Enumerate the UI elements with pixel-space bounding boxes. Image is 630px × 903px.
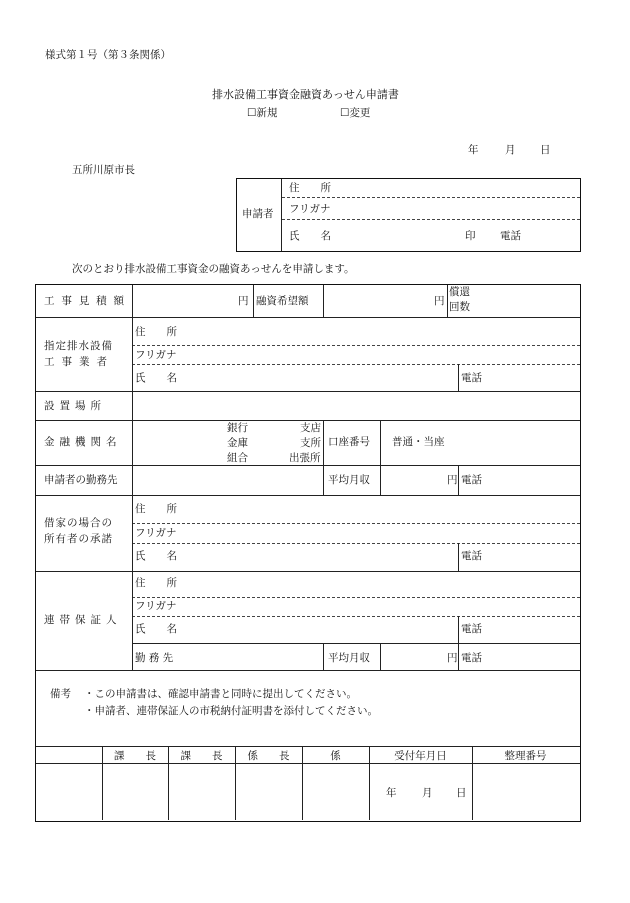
checkbox-change[interactable]: ☐変更 [340,107,371,119]
contractor-label-2: 工事業者 [44,356,114,368]
bank-type-1: 銀行 [227,422,248,434]
guarantor-name-label: 氏 名 [135,623,177,635]
date-day-label: 日 [540,144,551,156]
applicant-label: 申請者 [242,208,274,220]
account-label: 口座番号 [328,436,370,448]
bank-type-2: 金庫 [227,437,248,449]
applicant-box [236,178,581,252]
applicant-phone-label: 電話 [500,230,521,242]
workplace-phone-label: 電話 [461,474,482,486]
estimate-yen: 円 [238,295,249,307]
branch-type-3: 出張所 [289,452,321,464]
contractor-name-label: 氏 名 [135,372,177,384]
checkbox-new[interactable]: ☐新規 [247,107,278,119]
branch-type-2: 支所 [300,437,321,449]
remarks-line-2: ・申請者、連帯保証人の市税納付証明書を添付してください。 [84,705,378,717]
owner-label-2: 所有者の承諾 [44,533,113,545]
contractor-furigana-label: フリガナ [135,349,177,361]
remarks-line-1: ・この申請書は、確認申請書と同時に提出してください。 [84,688,357,700]
owner-furigana-label: フリガナ [135,527,177,539]
applicant-furigana-label: フリガナ [289,203,331,215]
stamp-header-4: 係 [330,750,341,762]
repay-label-1: 償還 [449,286,470,298]
bank-type-3: 組合 [227,452,248,464]
loan-yen: 円 [434,295,445,307]
loan-label: 融資希望額 [256,295,309,307]
owner-label-1: 借家の場合の [44,517,113,529]
addressee: 五所川原市長 [72,164,135,176]
income-yen: 円 [447,474,458,486]
contractor-phone-label: 電話 [461,372,482,384]
applicant-name-label: 氏 名 [289,230,331,242]
stamp-date-day: 日 [456,787,467,799]
guarantor-address-label: 住 所 [135,577,177,589]
guarantor-phone-label: 電話 [461,623,482,635]
guarantor-work-label: 勤 務 先 [135,652,174,664]
remarks-label: 備考 [50,688,71,700]
branch-type-1: 支店 [300,422,321,434]
stamp-header-1: 課 長 [114,750,156,762]
owner-name-label: 氏 名 [135,550,177,562]
account-type: 普通・当座 [392,436,445,448]
stamp-date-month: 月 [422,787,433,799]
guarantor-income-yen: 円 [447,652,458,664]
guarantor-income-label: 平均月収 [328,652,370,664]
page-title: 排水設備工事資金融資あっせん申請書 [212,88,399,101]
guarantor-furigana-label: フリガナ [135,600,177,612]
applicant-address-label: 住 所 [289,182,331,194]
location-label: 設置場所 [44,400,106,412]
guarantor-work-phone-label: 電話 [461,652,482,664]
date-year-label: 年 [468,144,479,156]
contractor-label-1: 指定排水設備 [44,340,113,352]
stamp-header-3: 係 長 [247,750,290,762]
stamp-date-year: 年 [386,787,397,799]
owner-address-label: 住 所 [135,503,177,515]
estimate-label: 工 事 見 積 額 [44,295,124,307]
stamp-header-2: 課 長 [180,750,223,762]
contractor-address-label: 住 所 [135,326,177,338]
stamp-header-5: 受付年月日 [394,750,447,762]
income-label: 平均月収 [328,474,370,486]
intro-text: 次のとおり排水設備工事資金の融資あっせんを申請します。 [72,263,355,275]
stamp-header-6: 整理番号 [504,750,547,762]
applicant-seal-label: 印 [465,230,476,242]
date-month-label: 月 [505,144,516,156]
workplace-label: 申請者の勤務先 [44,474,118,486]
guarantor-label: 連帯保証人 [44,614,122,626]
bank-label: 金融機関名 [44,436,122,448]
owner-phone-label: 電話 [461,550,482,562]
form-number: 様式第１号（第３条関係） [45,49,171,61]
repay-label-2: 回数 [449,301,470,313]
